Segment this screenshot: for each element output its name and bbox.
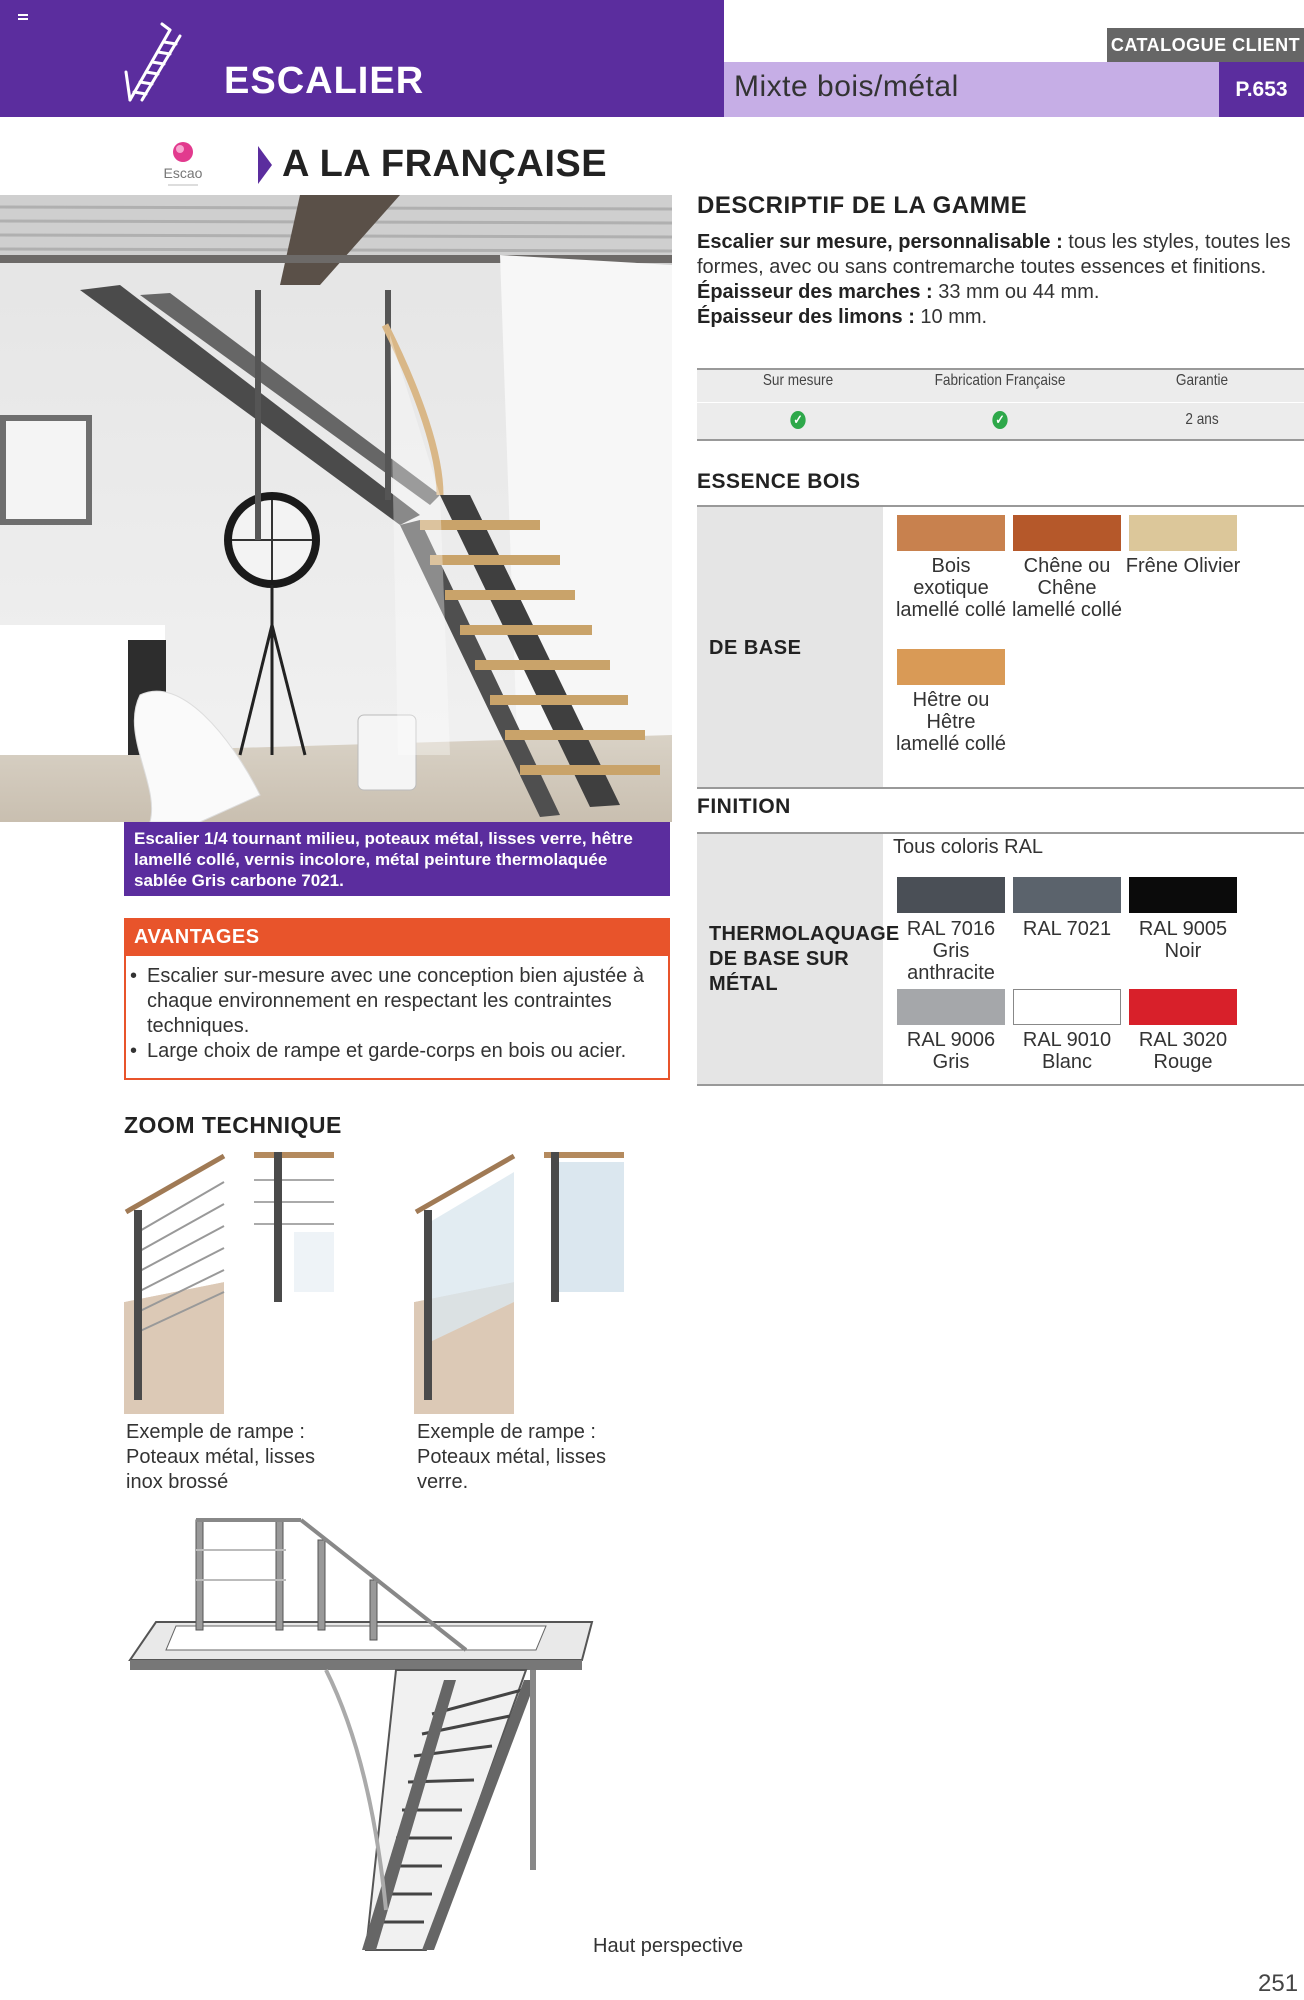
ramp-1-caption: Exemple de rampe : Poteaux métal, lisses inox brossé <box>126 1421 315 1493</box>
description-body <box>697 230 1297 330</box>
staircase-perspective-drawing <box>126 1510 596 1955</box>
essence-bottom-rule <box>697 787 1304 789</box>
brand-logo <box>150 138 216 190</box>
features-table-divider <box>697 402 1304 403</box>
ral-label: RAL 9005 Noir <box>1138 918 1228 962</box>
description-label: Épaisseur des limons : <box>697 306 915 328</box>
description-value: tous les styles, toutes les formes, avec ou sans contremarche toutes essences et finitions. <box>697 231 1291 278</box>
guarantee-value: 2 ans <box>1185 411 1219 428</box>
ramp-example-inox <box>124 1152 334 1414</box>
description-value: 10 mm. <box>914 306 988 328</box>
ral-label: RAL 3020 Rouge <box>1138 1029 1228 1073</box>
ral-label: RAL 7016 Gris anthracite <box>906 918 996 984</box>
feature-header-garantie: Garantie <box>1175 372 1229 389</box>
finition-title: FINITION <box>697 795 791 818</box>
ral-swatch-7016 <box>897 877 1005 913</box>
product-title: A LA FRANÇAISE <box>282 143 608 185</box>
ral-label: RAL 7021 <box>1022 918 1112 940</box>
description-label: Épaisseur des marches : <box>697 281 933 303</box>
page-number: 251 <box>1258 1970 1299 1997</box>
description-value: 33 mm ou 44 mm. <box>932 281 1100 303</box>
brand-logo-text: Escao <box>163 165 203 181</box>
menu-icon[interactable] <box>18 14 28 22</box>
features-table-top-rule <box>697 368 1304 370</box>
ral-swatch-3020 <box>1129 989 1237 1025</box>
finition-intro: Tous coloris RAL <box>893 836 1044 858</box>
description-label: Escalier sur mesure, personnalisable : <box>697 231 1063 253</box>
advantages-title: AVANTAGES <box>124 918 670 956</box>
finition-row-label: THERMOLAQUAGE DE BASE SUR MÉTAL <box>709 923 900 995</box>
wood-swatch-bois-exotique <box>897 515 1005 551</box>
feature-header-fabrication: Fabrication Française <box>934 372 1066 389</box>
zoom-title: ZOOM TECHNIQUE <box>124 1112 342 1138</box>
wood-label: Hêtre ou Hêtre lamellé collé <box>895 689 1007 755</box>
ramp-2-caption: Exemple de rampe : Poteaux métal, lisses verre. <box>417 1421 606 1493</box>
list-item: • Large choix de rampe et garde-corps en bois ou acier. <box>130 1039 660 1064</box>
wood-swatch-frene-olivier <box>1129 515 1237 551</box>
wood-label: Chêne ou Chêne lamellé collé <box>1011 555 1123 621</box>
ral-label: RAL 9006 Gris <box>906 1029 996 1073</box>
wood-swatch-chene <box>1013 515 1121 551</box>
essence-title: ESSENCE BOIS <box>697 470 861 493</box>
wood-swatch-hetre <box>897 649 1005 685</box>
ral-swatch-9006 <box>897 989 1005 1025</box>
advantages-list <box>130 964 660 1064</box>
ral-swatch-9005 <box>1129 877 1237 913</box>
perspective-caption: Haut perspective <box>593 1935 744 1957</box>
title-arrow-icon <box>258 146 272 184</box>
ral-swatch-7021 <box>1013 877 1121 913</box>
section-title: ESCALIER <box>224 60 425 102</box>
list-item: • Escalier sur-mesure avec une conception bien ajustée à chaque environnement en respectant les contraintes techniques. <box>130 964 660 1039</box>
feature-header-sur-mesure: Sur mesure <box>762 372 834 389</box>
staircase-icon <box>122 22 182 102</box>
check-icon: ✓ <box>790 411 805 429</box>
check-icon: ✓ <box>992 411 1007 429</box>
description-title: DESCRIPTIF DE LA GAMME <box>697 192 1028 219</box>
wood-label: Bois exotique lamellé collé <box>895 555 1007 621</box>
finition-bottom-rule <box>697 1084 1304 1086</box>
staircase-photo <box>0 195 672 822</box>
essence-row-label: DE BASE <box>709 637 802 659</box>
ral-label: RAL 9010 Blanc <box>1022 1029 1112 1073</box>
photo-caption: Escalier 1/4 tournant milieu, poteaux métal, lisses verre, hêtre lamellé collé, vernis incolore, métal peinture thermolaquée sablée Gris carbone 7021. <box>124 822 670 896</box>
page-reference: P.653 <box>1219 62 1304 117</box>
catalogue-badge: CATALOGUE CLIENT <box>1107 28 1304 62</box>
ramp-example-glass <box>414 1152 624 1414</box>
subtitle: Mixte bois/métal <box>734 70 959 103</box>
ral-swatch-9010 <box>1013 989 1121 1025</box>
wood-label: Frêne Olivier <box>1125 555 1241 577</box>
